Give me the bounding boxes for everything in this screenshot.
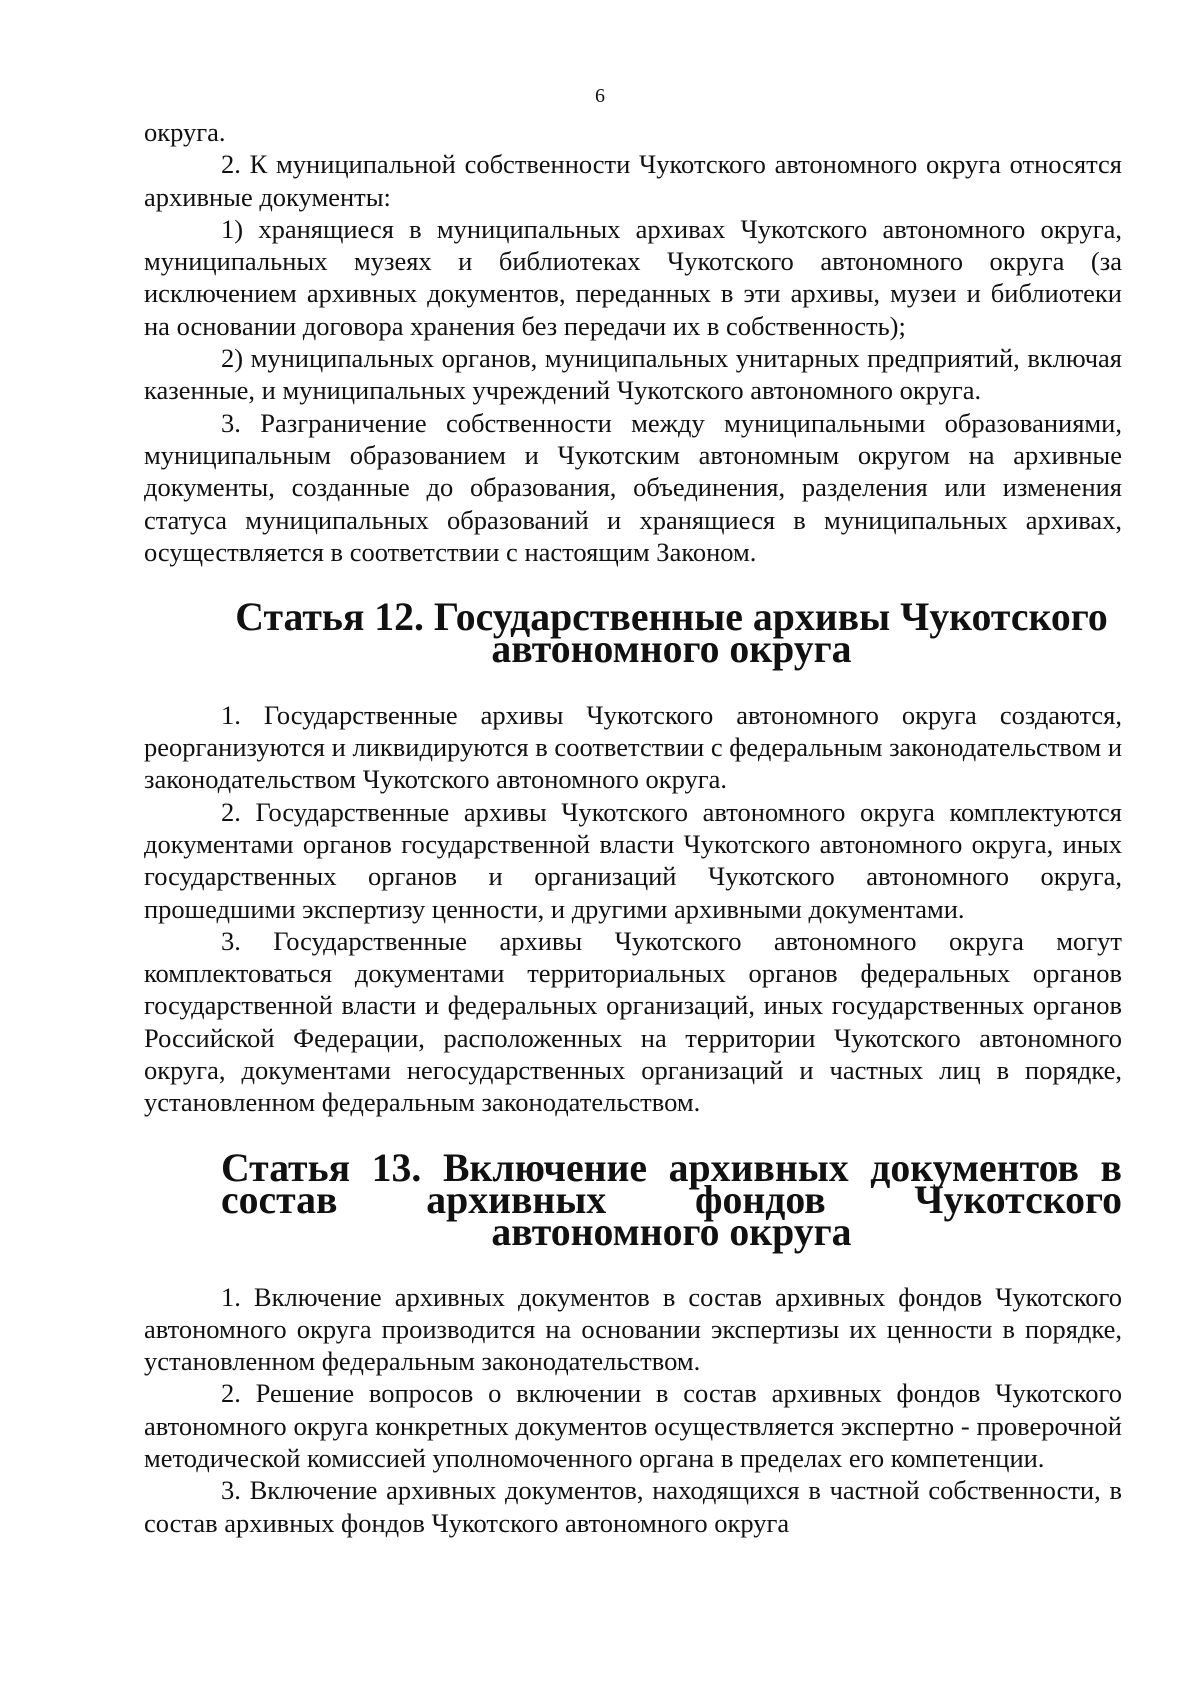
- paragraph-clause-2: 2. К муниципальной собственности Чукотского автономного округа относятся архивные документы:: [144, 149, 1122, 212]
- article-13-heading: Статья 13. Включение архивных документов в состав архивных фондов Чукотского автономного округа: [221, 1145, 1122, 1255]
- page-number: 6: [595, 85, 605, 107]
- article-12-paragraph-3: 3. Государственные архивы Чукотского автономного округа могут комплектоваться документами территориальных органов федеральных органов государственной власти и федеральных организаций, иных государственных органов Российской Федерации, расположенных на территории Чукотского автономного округа, документами негосударственных организаций и частных лиц в порядке, установленном федеральным законодательством.: [144, 925, 1122, 1118]
- article-12-heading: Статья 12. Государственные архивы Чукотского автономного округа: [235, 595, 1108, 672]
- document-body: [144, 116, 1122, 1539]
- article-12-paragraph-1: 1. Государственные архивы Чукотского автономного округа создаются, реорганизуются и ликвидируются в соответствии с федеральным законодательством и законодательством Чукотского автономного округа.: [144, 699, 1122, 795]
- article-13-paragraph-1: 1. Включение архивных документов в состав архивных фондов Чукотского автономного округа производится на основании экспертизы их ценности в порядке, установленном федеральным законодательством.: [144, 1281, 1122, 1377]
- paragraph-subclause-1: 1) хранящиеся в муниципальных архивах Чукотского автономного округа, муниципальных музеях и библиотеках Чукотского автономного округа (за исключением архивных документов, переданных в эти архивы, музеи и библиотеки на основании договора хранения без передачи их в собственность);: [144, 213, 1122, 341]
- paragraph-continuation: округа.: [144, 117, 226, 147]
- article-13-paragraph-2: 2. Решение вопросов о включении в состав архивных фондов Чукотского автономного округа конкретных документов осуществляется экспертно - проверочной методической комиссией уполномоченного органа в пределах его компетенции.: [144, 1378, 1122, 1473]
- article-12-paragraph-2: 2. Государственные архивы Чукотского автономного округа комплектуются документами органов государственной власти Чукотского автономного округа, иных государственных органов и организаций Чукотского автономного округа, прошедшими экспертизу ценности, и другими архивными документами.: [144, 796, 1122, 924]
- paragraph-clause-3: 3. Разграничение собственности между муниципальными образованиями, муниципальным образованием и Чукотским автономным округом на архивные документы, созданные до образования, объединения, разделения или изменения статуса муниципальных образований и хранящиеся в муниципальных архивах, осуществляется в соответствии с настоящим Законом.: [144, 407, 1122, 567]
- paragraph-subclause-2: 2) муниципальных органов, муниципальных унитарных предприятий, включая казенные, и муниципальных учреждений Чукотского автономного округа.: [144, 343, 1122, 406]
- article-13-paragraph-3: 3. Включение архивных документов, находящихся в частной собственности, в состав архивных фондов Чукотского автономного округа: [144, 1475, 1122, 1538]
